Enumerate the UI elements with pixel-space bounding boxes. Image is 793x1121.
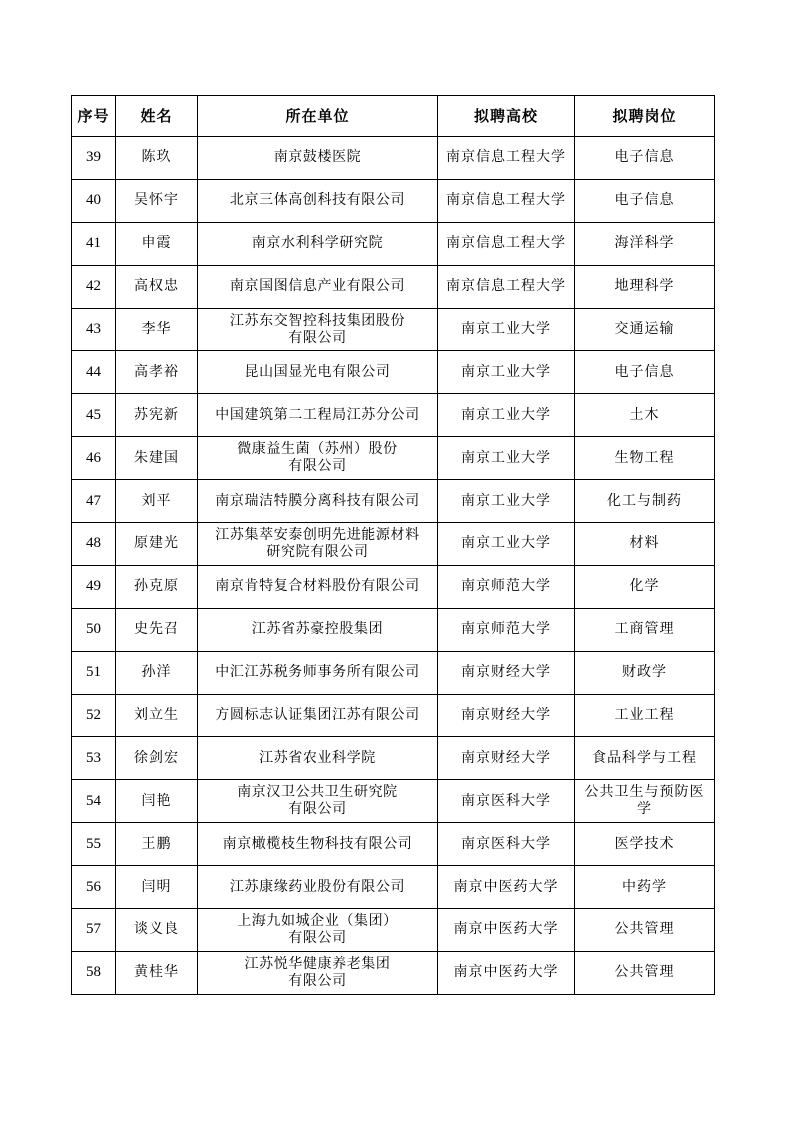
table-row [72,780,715,823]
cell-name: 高孝裕 [116,351,198,394]
cell-num: 41 [72,222,116,265]
table-row [72,179,715,222]
cell-num: 48 [72,523,116,566]
cell-post: 医学技术 [575,823,715,866]
table-row [72,608,715,651]
cell-name: 闫艳 [116,780,198,823]
cell-post: 公共卫生与预防医 学 [575,780,715,823]
header-row [72,96,715,137]
cell-num: 58 [72,951,116,994]
cell-name: 朱建国 [116,437,198,480]
cell-school: 南京师范大学 [438,608,575,651]
cell-post: 生物工程 [575,437,715,480]
cell-post: 化工与制药 [575,480,715,523]
cell-org: 江苏集萃安泰创明先进能源材料 研究院有限公司 [198,523,438,566]
table-row [72,394,715,437]
cell-school: 南京师范大学 [438,565,575,608]
header-name: 姓名 [116,96,198,137]
cell-org: 微康益生菌（苏州）股份 有限公司 [198,437,438,480]
cell-org: 北京三体高创科技有限公司 [198,179,438,222]
cell-post: 交通运输 [575,308,715,351]
cell-org: 江苏悦华健康养老集团 有限公司 [198,951,438,994]
table-row [72,523,715,566]
cell-school: 南京信息工程大学 [438,137,575,180]
table-row [72,437,715,480]
cell-school: 南京工业大学 [438,394,575,437]
table-row [72,694,715,737]
cell-org: 南京肯特复合材料股份有限公司 [198,565,438,608]
cell-post: 公共管理 [575,951,715,994]
appointment-table [71,95,715,995]
cell-name: 吴怀宇 [116,179,198,222]
table-row [72,351,715,394]
table-row [72,866,715,909]
table-row [72,480,715,523]
cell-num: 40 [72,179,116,222]
cell-org: 江苏省苏豪控股集团 [198,608,438,651]
cell-name: 闫明 [116,866,198,909]
cell-org: 南京鼓楼医院 [198,137,438,180]
cell-num: 42 [72,265,116,308]
cell-post: 工业工程 [575,694,715,737]
cell-school: 南京信息工程大学 [438,265,575,308]
cell-org: 南京汉卫公共卫生研究院 有限公司 [198,780,438,823]
cell-num: 39 [72,137,116,180]
cell-name: 高权忠 [116,265,198,308]
cell-org: 江苏东交智控科技集团股份 有限公司 [198,308,438,351]
cell-school: 南京工业大学 [438,351,575,394]
cell-num: 54 [72,780,116,823]
cell-post: 土木 [575,394,715,437]
cell-post: 化学 [575,565,715,608]
header-num: 序号 [72,96,116,137]
cell-school: 南京财经大学 [438,651,575,694]
cell-org: 中汇江苏税务师事务所有限公司 [198,651,438,694]
cell-name: 史先召 [116,608,198,651]
cell-post: 食品科学与工程 [575,737,715,780]
cell-school: 南京医科大学 [438,780,575,823]
cell-num: 56 [72,866,116,909]
cell-num: 53 [72,737,116,780]
cell-school: 南京信息工程大学 [438,179,575,222]
cell-org: 昆山国显光电有限公司 [198,351,438,394]
table-row [72,137,715,180]
cell-num: 46 [72,437,116,480]
table-row [72,737,715,780]
header-post: 拟聘岗位 [575,96,715,137]
cell-post: 地理科学 [575,265,715,308]
cell-num: 57 [72,909,116,952]
cell-school: 南京工业大学 [438,523,575,566]
cell-name: 苏宪新 [116,394,198,437]
cell-num: 45 [72,394,116,437]
cell-name: 原建光 [116,523,198,566]
cell-post: 工商管理 [575,608,715,651]
cell-org: 南京橄榄枝生物科技有限公司 [198,823,438,866]
cell-num: 51 [72,651,116,694]
cell-name: 孙克原 [116,565,198,608]
cell-school: 南京中医药大学 [438,951,575,994]
table-row [72,308,715,351]
cell-name: 刘立生 [116,694,198,737]
cell-school: 南京工业大学 [438,480,575,523]
cell-school: 南京财经大学 [438,694,575,737]
cell-school: 南京中医药大学 [438,866,575,909]
cell-org: 江苏省农业科学院 [198,737,438,780]
table-row [72,823,715,866]
cell-post: 中药学 [575,866,715,909]
table-row [72,565,715,608]
cell-school: 南京中医药大学 [438,909,575,952]
cell-post: 电子信息 [575,179,715,222]
cell-post: 公共管理 [575,909,715,952]
cell-post: 财政学 [575,651,715,694]
cell-name: 孙洋 [116,651,198,694]
cell-org: 南京水利科学研究院 [198,222,438,265]
cell-school: 南京医科大学 [438,823,575,866]
cell-org: 南京国图信息产业有限公司 [198,265,438,308]
cell-org: 江苏康缘药业股份有限公司 [198,866,438,909]
cell-org: 南京瑞洁特膜分离科技有限公司 [198,480,438,523]
cell-num: 55 [72,823,116,866]
cell-org: 上海九如城企业（集团） 有限公司 [198,909,438,952]
cell-num: 47 [72,480,116,523]
cell-school: 南京工业大学 [438,437,575,480]
cell-name: 王鹏 [116,823,198,866]
table-body [72,137,715,995]
cell-org: 方圆标志认证集团江苏有限公司 [198,694,438,737]
cell-post: 电子信息 [575,351,715,394]
cell-post: 材料 [575,523,715,566]
cell-school: 南京财经大学 [438,737,575,780]
cell-name: 陈玖 [116,137,198,180]
cell-name: 谈义良 [116,909,198,952]
cell-num: 50 [72,608,116,651]
header-org: 所在单位 [198,96,438,137]
cell-num: 43 [72,308,116,351]
cell-num: 44 [72,351,116,394]
table-row [72,651,715,694]
cell-post: 电子信息 [575,137,715,180]
cell-school: 南京工业大学 [438,308,575,351]
table-row [72,909,715,952]
cell-post: 海洋科学 [575,222,715,265]
cell-num: 49 [72,565,116,608]
table-row [72,222,715,265]
cell-school: 南京信息工程大学 [438,222,575,265]
cell-name: 黄桂华 [116,951,198,994]
header-school: 拟聘高校 [438,96,575,137]
cell-name: 李华 [116,308,198,351]
table-row [72,951,715,994]
cell-name: 徐剑宏 [116,737,198,780]
cell-name: 申霞 [116,222,198,265]
cell-org: 中国建筑第二工程局江苏分公司 [198,394,438,437]
cell-num: 52 [72,694,116,737]
table-row [72,265,715,308]
cell-name: 刘平 [116,480,198,523]
